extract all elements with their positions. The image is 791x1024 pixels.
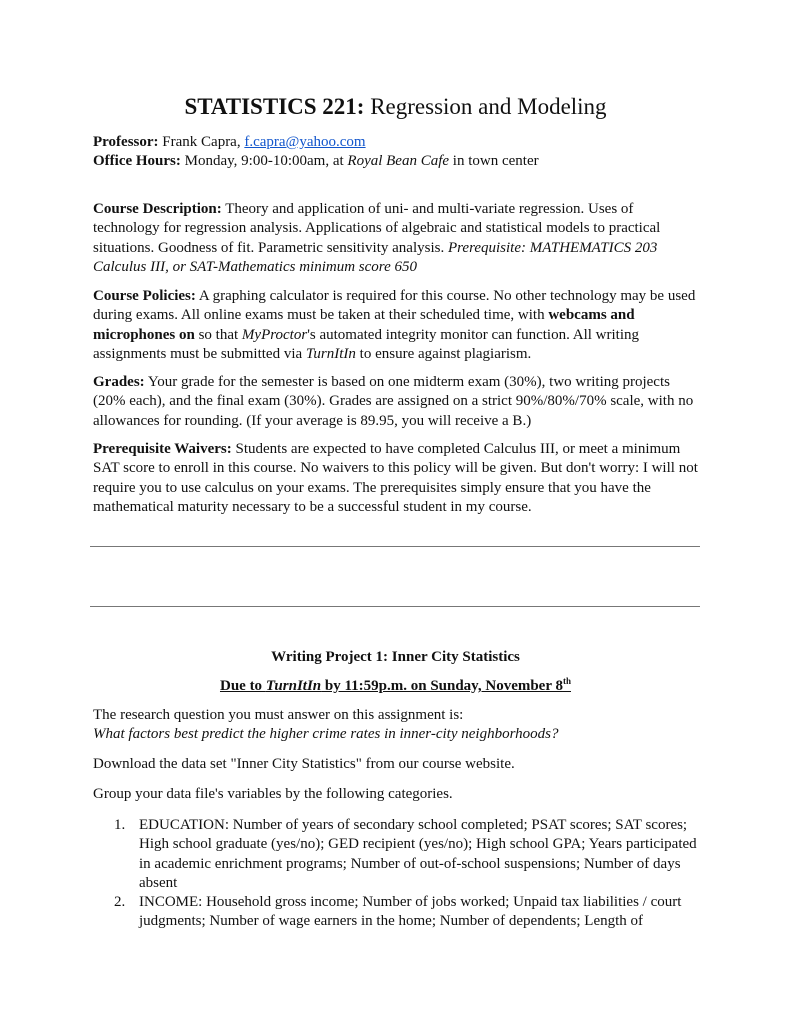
course-policies-label: Course Policies: xyxy=(93,288,196,304)
group-instruction: Group your data file's variables by the following categories. xyxy=(93,786,453,802)
waivers-label: Prerequisite Waivers: xyxy=(93,441,232,457)
download-instruction: Download the data set "Inner City Statistics" from our course website. xyxy=(93,756,515,772)
list-item-text: INCOME: Household gross income; Number of jobs worked; Unpaid tax liabilities / court judgments; Number of wage earners in the home; Number of dependents; Length of xyxy=(139,894,682,930)
list-item-number: 1. xyxy=(114,817,126,833)
divider-top xyxy=(90,546,700,547)
list-item xyxy=(93,816,699,893)
contact-info xyxy=(93,133,699,172)
course-policies-proctor: MyProctor xyxy=(241,326,308,343)
divider-bottom xyxy=(90,606,700,607)
professor-label: Professor: xyxy=(93,134,159,150)
professor-email-link[interactable]: f.capra@yahoo.com xyxy=(244,134,366,150)
title-course-name: Regression and Modeling xyxy=(364,94,607,119)
question-intro: The research question you must answer on this assignment is: xyxy=(93,707,464,723)
list-item xyxy=(93,893,699,932)
due-deadline: by 11:59p.m. on Sunday, November 8 xyxy=(321,678,563,694)
course-description xyxy=(93,200,699,277)
due-suffix: th xyxy=(562,676,571,686)
variable-categories-list xyxy=(93,816,699,932)
course-description-text: Theory and application of uni- and multi-variate regression. Uses of technology for regression analysis. Applications of algebraic and statistical models to practical situations. Goodness of fit. Parametric sensitivity analysis. xyxy=(93,201,661,256)
professor-line xyxy=(93,133,699,152)
page-title xyxy=(0,92,791,122)
project-due-line xyxy=(0,677,791,696)
office-hours-label: Office Hours: xyxy=(93,153,181,170)
list-item-number: 2. xyxy=(114,894,126,911)
course-policies-emphasis: webcams and microphones on xyxy=(93,307,635,343)
grades-label: Grades: xyxy=(93,374,145,390)
due-prefix: Due to xyxy=(219,678,266,694)
waivers-text: Students are expected to have completed Calculus III, or meet a minimum SAT score to enroll in this course. No waivers to this policy will be given. But don't worry: I will not require you to use calculus on your exams. The prerequisites simply ensure that you have the mathematical maturity necessary to be a successful student in my course. xyxy=(93,441,698,515)
course-policies xyxy=(93,287,699,364)
office-hours-line xyxy=(93,152,699,171)
course-policies-turnitin: TurnItIn xyxy=(305,345,356,362)
grades-text: Your grade for the semester is based on one midterm exam (30%), two writing projects (20% each), and the final exam (30%). Grades are assigned on a strict 90%/80%/70% scale, with no allowances for rounding. (If your average is 89.95, you will receive a B.) xyxy=(93,374,694,429)
waivers-section xyxy=(93,440,699,517)
list-item-text: EDUCATION: Number of years of secondary school completed; PSAT scores; SAT scores; High school graduate (yes/no); GED recipient (yes/no); High school GPA; Years participated in academic enrichment programs; Number of out-of-school suspensions; Number of days absent xyxy=(139,817,697,891)
question-text: What factors best predict the higher crime rates in inner-city neighborhoods? xyxy=(93,726,559,743)
course-policies-text-2: so that xyxy=(194,326,242,343)
office-hours-time: Monday, 9:00-10:00am, at xyxy=(180,153,348,170)
course-prerequisite: Prerequisite: MATHEMATICS 203 Calculus III, or SAT-Mathematics minimum score 650 xyxy=(93,239,658,275)
office-hours-place: Royal Bean Cafe xyxy=(347,153,450,170)
project-heading: Writing Project 1: Inner City Statistics xyxy=(271,649,520,665)
course-policies-text-3: 's automated integrity monitor can function. All writing assignments must be submitted via xyxy=(93,326,639,362)
grades-section xyxy=(93,373,699,431)
due-turnitin: TurnItIn xyxy=(265,678,322,694)
title-course-code: STATISTICS 221: xyxy=(184,94,365,119)
professor-name: Frank Capra, xyxy=(158,134,245,150)
course-description-label: Course Description: xyxy=(93,201,222,217)
course-policies-text-1: A graphing calculator is required for this course. No other technology may be used during exams. All online exams must be taken at their scheduled time, with xyxy=(93,288,696,324)
course-policies-text-4: to ensure against plagiarism. xyxy=(355,345,532,362)
research-question xyxy=(93,706,699,745)
office-hours-location: in town center xyxy=(449,153,539,170)
